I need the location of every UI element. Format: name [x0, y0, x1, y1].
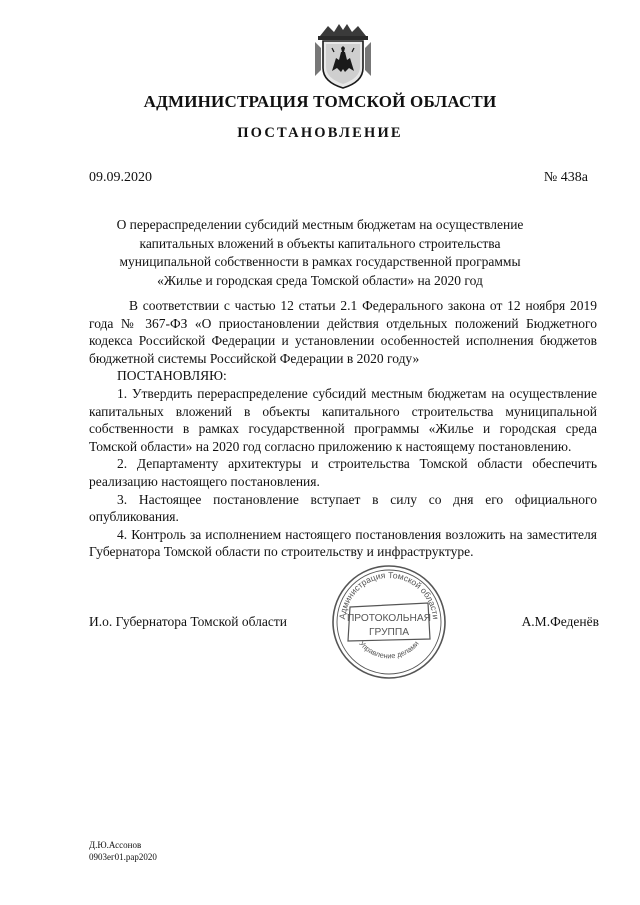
official-stamp	[330, 563, 448, 681]
document-date: 09.09.2020	[89, 170, 152, 185]
svg-text:Управление делами	[357, 639, 420, 660]
order-item: 1. Утвердить перераспределение субсидий местным бюджетам на осуществление капитальных вложений в объекты капитального строительства муниципальной собственности в рамках государственной программы «Жилье и городская среда Томской области» на 2020 год согласно приложению к настоящему постановлению.	[89, 385, 597, 454]
order-item: 2. Департаменту архитектуры и строительства Томской области обеспечить реализацию настоящего постановления.	[89, 456, 597, 489]
order-item: 3. Настоящее постановление вступает в силу со дня его официального опубликования.	[89, 491, 597, 525]
document-type: ПОСТАНОВЛЕНИЕ	[237, 125, 403, 141]
signatory-name: А.М.Феденёв	[521, 614, 599, 629]
stamp-outer-text: Администрация Томской области	[337, 569, 441, 620]
document-subject	[100, 216, 540, 290]
coat-of-arms-icon	[312, 22, 374, 90]
preamble-paragraph: В соответствии с частью 12 статьи 2.1 Федерального закона от 12 ноября 2019 года № 367-ФЗ «О приостановлении действия отдельных положений Бюджетного кодекса Российской Федерации и установлении особенностей исполнения бюджетов бюджетной системы Российской Федерации в 2020 году»	[89, 298, 597, 366]
order-item: 4. Контроль за исполнением настоящего постановления возложить на заместителя Губернатора Томской области по строительству и инфраструктуре.	[89, 526, 597, 560]
document-number: № 438а	[543, 170, 588, 185]
organization-name: АДМИНИСТРАЦИЯ ТОМСКОЙ ОБЛАСТИ	[143, 92, 497, 111]
document-footer	[89, 839, 157, 863]
stamp-bottom-text: Управление делами	[357, 639, 421, 661]
stamp-inner-line: ПРОТОКОЛЬНАЯ	[346, 613, 432, 624]
resolve-heading: ПОСТАНОВЛЯЮ:	[117, 368, 227, 384]
subject-line: «Жилье и городская среда Томской области» на 2020 год	[157, 272, 483, 288]
signatory-position: И.о. Губернатора Томской области	[89, 614, 287, 629]
subject-line: капитальных вложений в объекты капитального строительства	[139, 235, 501, 251]
subject-line: О перераспределении субсидий местным бюджетам на осуществление	[116, 217, 524, 232]
file-code: 0903ег01.рар2020	[89, 852, 157, 862]
subject-line: муниципальной собственности в рамках государственной программы	[119, 254, 521, 269]
document-body	[89, 297, 597, 561]
stamp-inner-line: ГРУППА	[369, 627, 409, 638]
author-name: Д.Ю.Ассонов	[89, 840, 142, 850]
